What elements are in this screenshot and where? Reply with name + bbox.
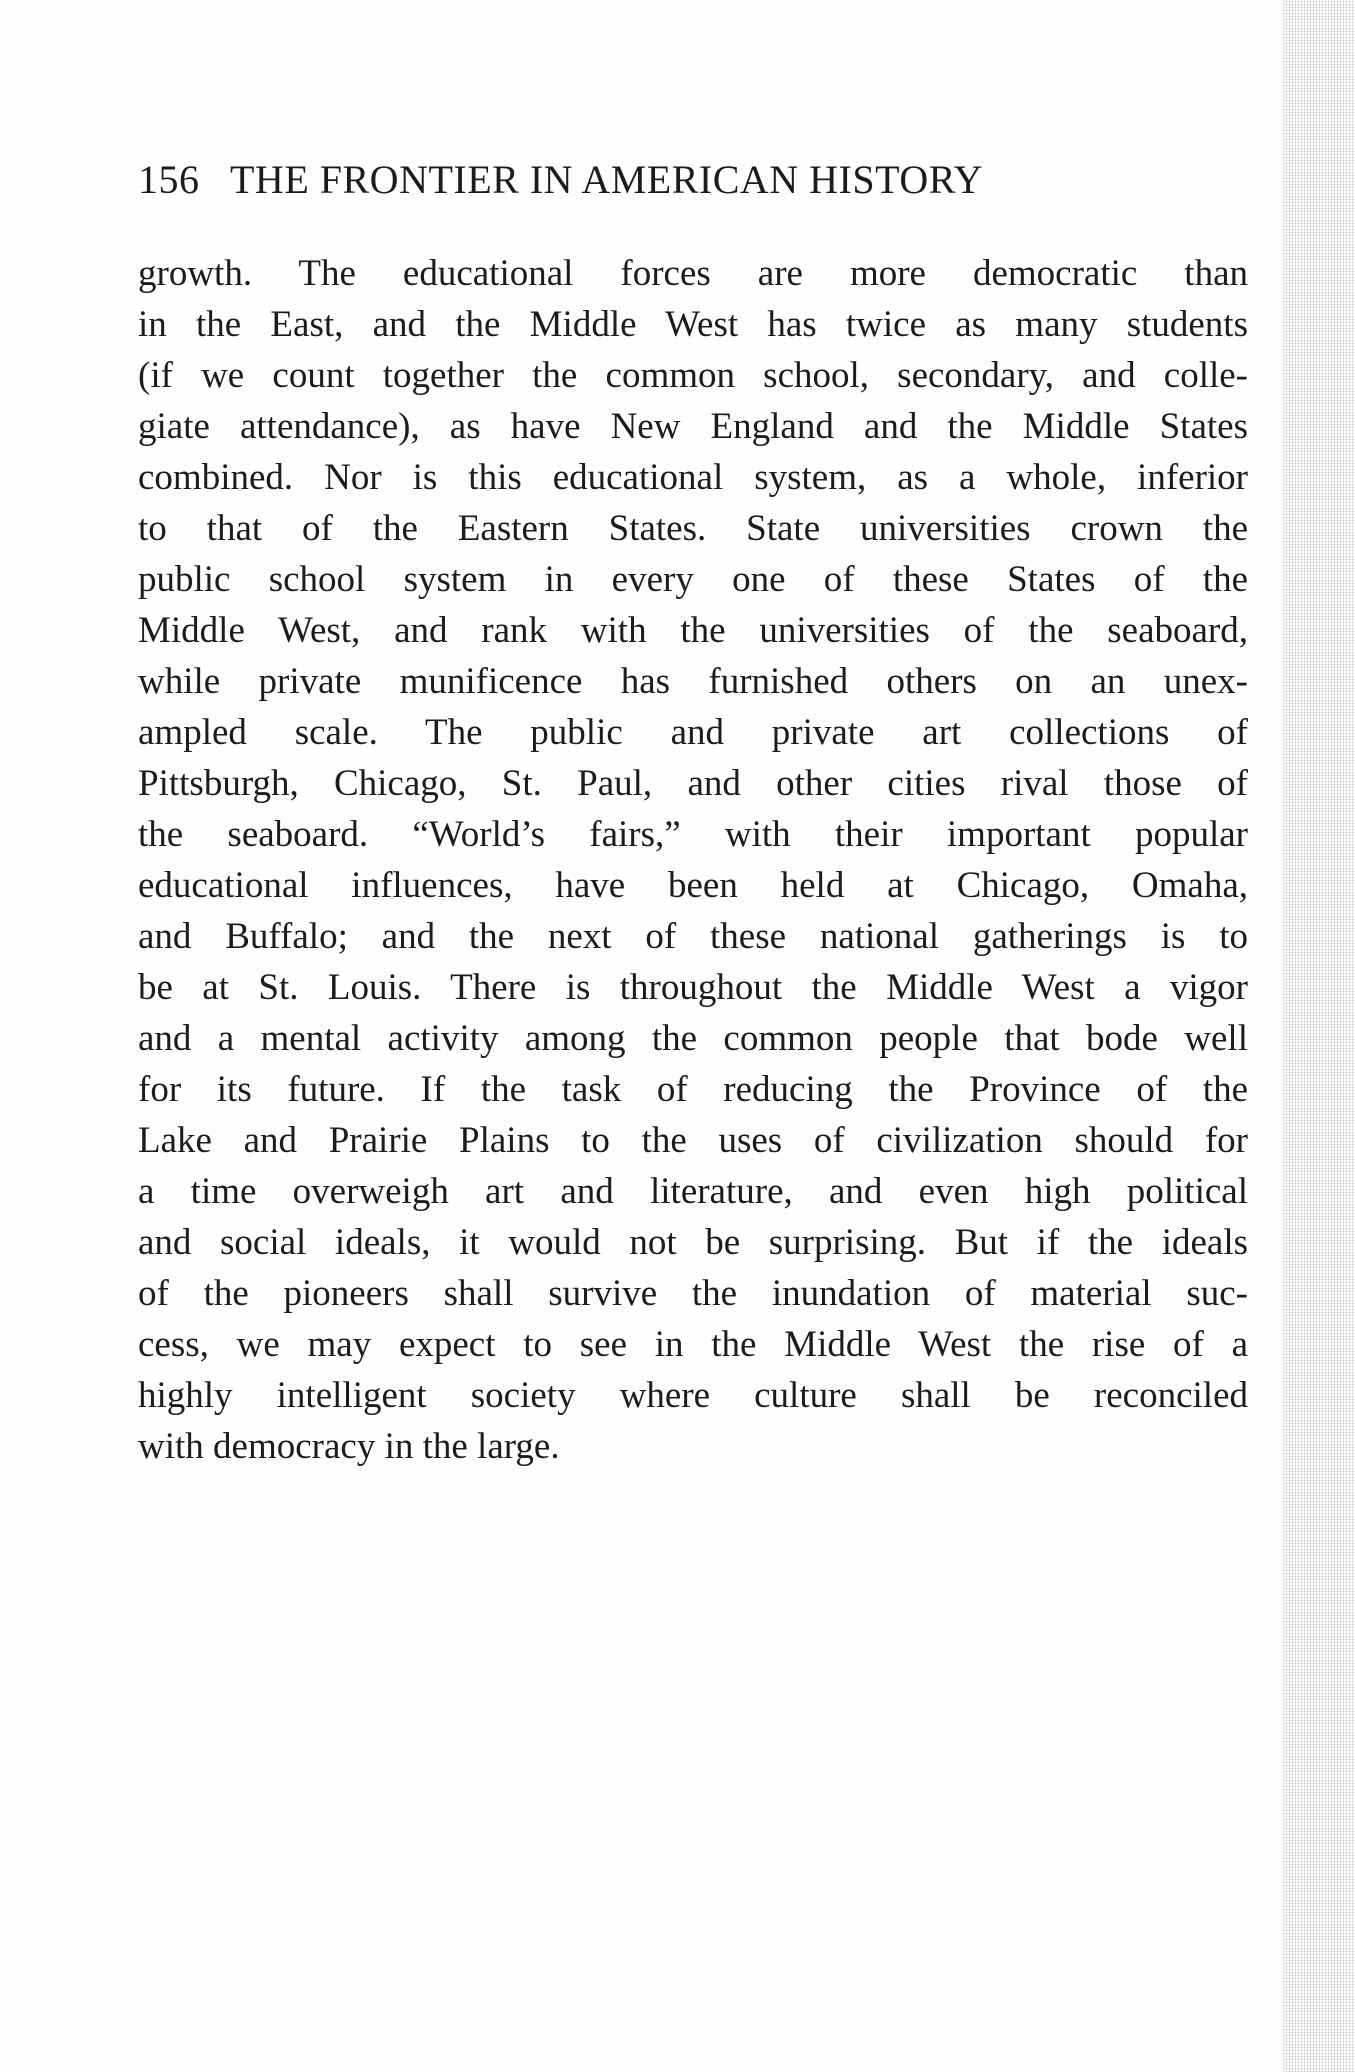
running-head bbox=[138, 150, 1238, 210]
text-line: of the pioneers shall survive the inundation of material suc- bbox=[138, 1273, 1248, 1314]
text-line: and a mental activity among the common people that bode well bbox=[138, 1018, 1248, 1059]
text-line: Lake and Prairie Plains to the uses of civilization should for bbox=[138, 1120, 1248, 1161]
text-line: in the East, and the Middle West has twice as many students bbox=[138, 304, 1248, 345]
text-line: highly intelligent society where culture shall be reconciled bbox=[138, 1375, 1248, 1416]
text-line: for its future. If the task of reducing the Province of the bbox=[138, 1069, 1248, 1110]
page-number: 156 bbox=[138, 157, 200, 202]
text-line: while private munificence has furnished others on an unex- bbox=[138, 661, 1248, 702]
text-line: combined. Nor is this educational system, as a whole, inferior bbox=[138, 457, 1248, 498]
text-line: public school system in every one of these States of the bbox=[138, 559, 1248, 600]
text-line: and Buffalo; and the next of these national gatherings is to bbox=[138, 916, 1248, 957]
text-line: Pittsburgh, Chicago, St. Paul, and other cities rival those of bbox=[138, 763, 1248, 804]
page-edge-shading bbox=[1283, 0, 1355, 2072]
running-title: THE FRONTIER IN AMERICAN HISTORY bbox=[230, 157, 984, 202]
text-line: growth. The educational forces are more democratic than bbox=[138, 253, 1248, 294]
text-line: giate attendance), as have New England and the Middle States bbox=[138, 406, 1248, 447]
body-paragraph bbox=[138, 248, 1248, 1472]
text-line: educational influences, have been held at Chicago, Omaha, bbox=[138, 865, 1248, 906]
text-line: ampled scale. The public and private art collections of bbox=[138, 712, 1248, 753]
text-line: to that of the Eastern States. State universities crown the bbox=[138, 508, 1248, 549]
text-line: Middle West, and rank with the universities of the seaboard, bbox=[138, 610, 1248, 651]
text-line: with democracy in the large. bbox=[138, 1426, 560, 1467]
text-line: the seaboard. “World’s fairs,” with their important popular bbox=[138, 814, 1248, 855]
text-line: (if we count together the common school, secondary, and colle- bbox=[138, 355, 1248, 396]
text-line: be at St. Louis. There is throughout the Middle West a vigor bbox=[138, 967, 1248, 1008]
text-line: cess, we may expect to see in the Middle West the rise of a bbox=[138, 1324, 1248, 1365]
text-line: and social ideals, it would not be surprising. But if the ideals bbox=[138, 1222, 1248, 1263]
text-line: a time overweigh art and literature, and even high political bbox=[138, 1171, 1248, 1212]
